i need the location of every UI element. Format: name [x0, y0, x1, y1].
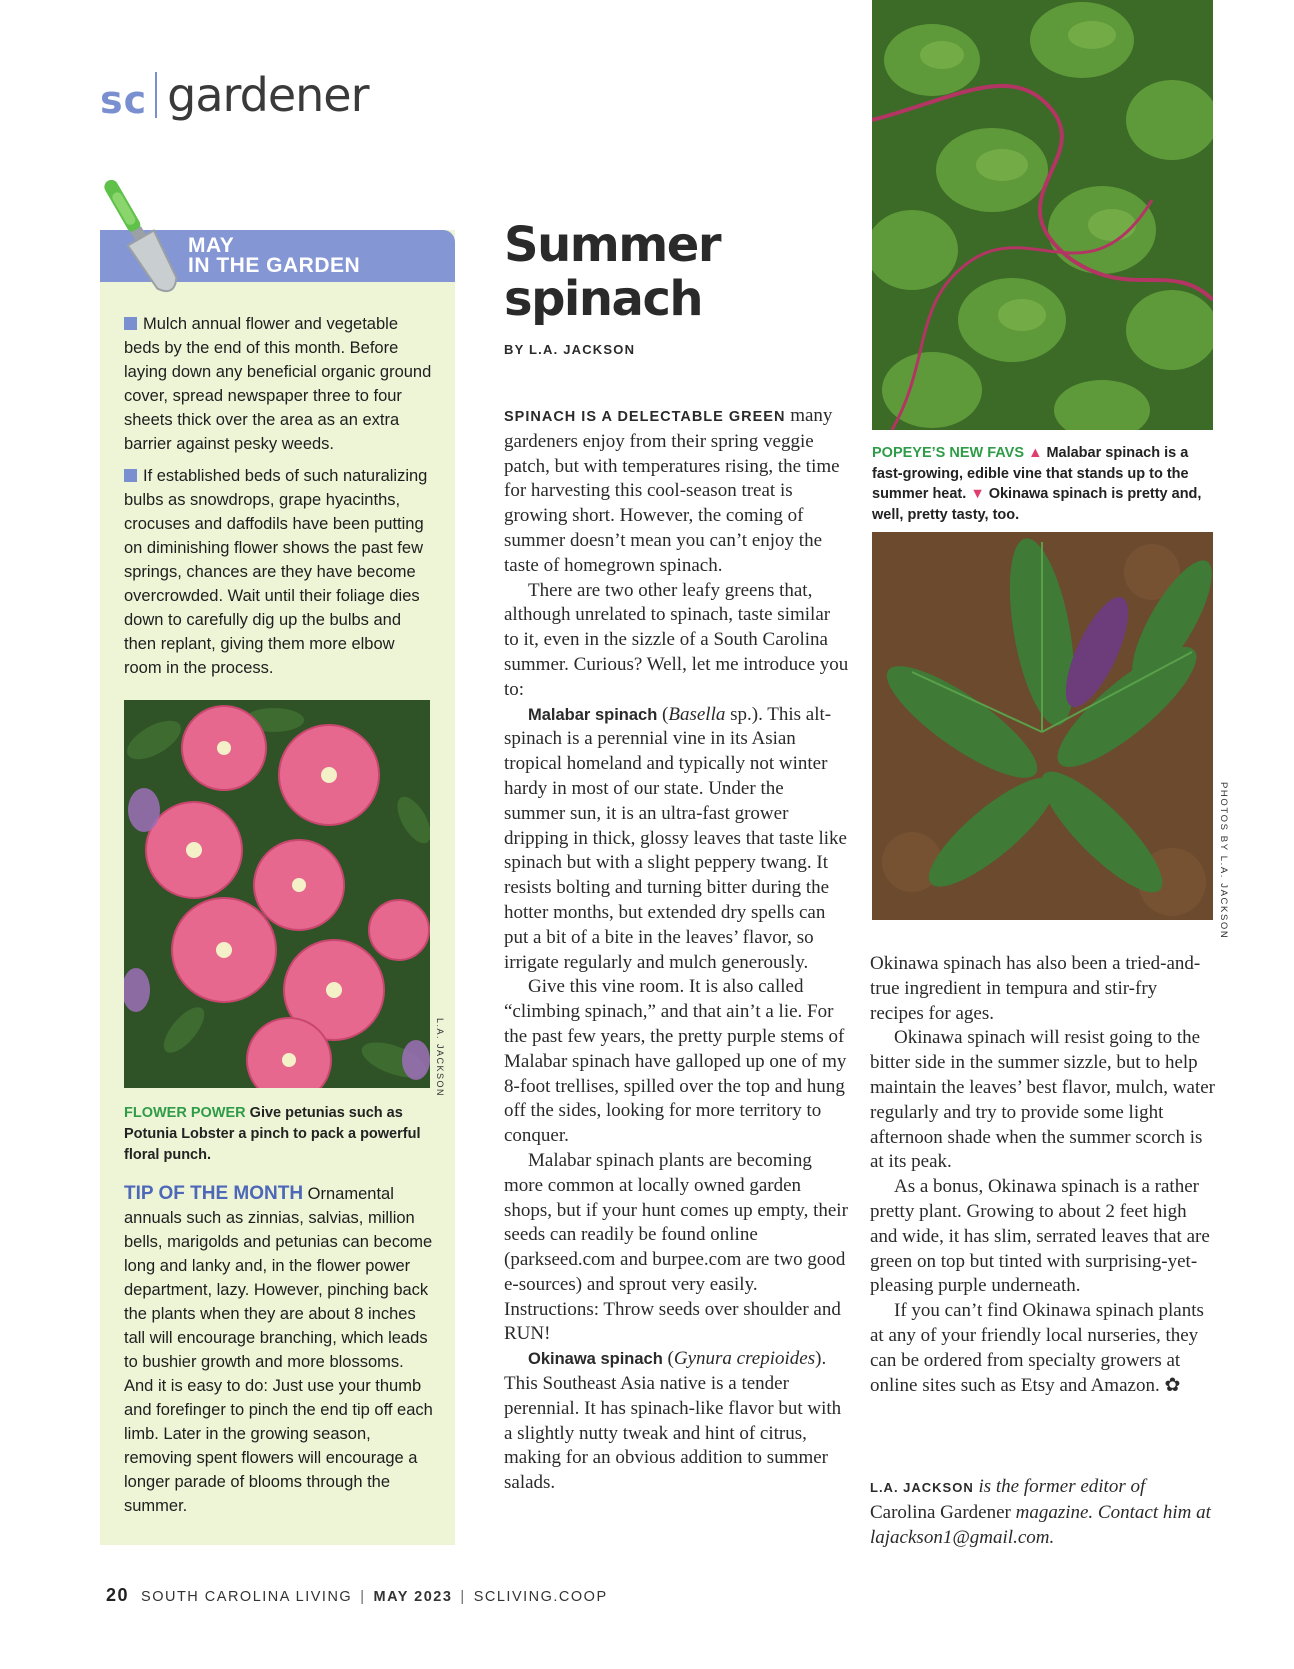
article-paragraph [870, 1299, 1215, 1398]
sidebar-title-line2: IN THE GARDEN [188, 254, 361, 277]
issue-date: MAY 2023 [373, 1589, 453, 1605]
website: SCLIVING.COOP [473, 1589, 608, 1605]
may-in-the-garden-sidebar [100, 230, 455, 1545]
bio-text: is the former editor of [973, 1476, 1146, 1497]
caption-text: Give petunias such as Potunia Lobster a pinch to pack a powerful floral punch. [124, 1105, 421, 1163]
triangle-up-icon: ▲ [1028, 445, 1043, 461]
publication-name: SOUTH CAROLINA LIVING [141, 1589, 353, 1605]
paragraph-text: ( [657, 703, 669, 725]
petunia-caption [124, 1103, 424, 1166]
article-column-1 [504, 404, 849, 1496]
paragraph-text: This Southeast Asia native is a tender perennial. It has spinach-like flavor but with a slightly nutty tweak and hint of citrus, making for an obvious addition to summer salads. [504, 1373, 842, 1494]
article-paragraph [504, 404, 849, 579]
paragraph-text: ( [662, 1348, 674, 1370]
okinawa-spinach-photo [872, 532, 1213, 920]
malabar-spinach-image [872, 0, 1213, 430]
footer-separator: | [460, 1589, 466, 1605]
subhead-malabar: Malabar spinach [528, 705, 658, 724]
sidebar-tip-text: Mulch annual flower and vegetable beds by the end of this month. Before laying down any beneficial organic ground cover, spread newspaper three to four sheets thick over the area as an extra barrier against pesky weeds. [124, 315, 432, 453]
caption-text: Okinawa spinach is pretty and, well, pretty tasty, too. [872, 486, 1202, 523]
petunia-photo-credit: L.A. JACKSON [435, 1018, 445, 1098]
paragraph-text: This alt-spinach is a perennial vine in its Asian tropical homeland and typically not winter hardy in most of our state. Under the summer sun, it is an ultra-fast grower dripping in thick, glossy leaves that taste like spinach but with a slight peppery twang. It resists bolting and turning bitter during the hotter months, but extended dry spells can put a bit of a bite in the leaves’ flavor, so irrigate regularly and mulch generously. [504, 703, 847, 973]
spinach-photos-caption [872, 443, 1212, 525]
photos-credit: PHOTOS BY L.A. JACKSON [1218, 782, 1229, 940]
sidebar-tips [124, 312, 434, 688]
tip-text: Ornamental annuals such as zinnias, salvias, million bells, marigolds and petunias can become long and lanky and, in the flower power department, lazy. However, pinching back the plants when they are about 8 inches tall will encourage branching, which leads to bushier growth and more blossoms. And it is easy to do: Just use your thumb and forefinger to pinch the end tip off each limb. Later in the growing season, removing spent flowers will encourage a longer parade of blooms through the summer. [124, 1185, 433, 1515]
section-header [100, 62, 369, 122]
bio-text: magazine. Contact him at lajackson1@gmail.com. [870, 1502, 1211, 1548]
paragraph-text: many gardeners enjoy from their spring veggie patch, but with temperatures rising, the time for harvesting this cool-season treat is growing short. However, the coming of summer doesn’t mean you can’t enjoy the taste of homegrown spinach. [504, 405, 840, 576]
article-headline [504, 218, 720, 326]
article-paragraph: Give this vine room. It is also called “climbing spinach,” and that ain’t a lie. For the past few years, the pretty purple stems of Malabar spinach have galloped up one of my 8-foot trellises, spilled over the top and hung off the sides, looking for more territory to conquer. [504, 976, 847, 1147]
sidebar-title-line1: MAY [188, 234, 235, 257]
tip-heading: TIP OF THE MONTH [124, 1183, 304, 1204]
tip-of-the-month [124, 1182, 434, 1518]
trowel-icon [92, 172, 192, 312]
headline-line1: Summer [504, 217, 720, 273]
author-bio [870, 1474, 1215, 1550]
page-footer [106, 1585, 608, 1606]
article-paragraph: Malabar spinach plants are becoming more common at locally owned garden shops, but if your hunt comes up empty, their seeds can readily be found online (parkseed.com and burpee.com are two good e-sources) and sprout very easily. Instructions: Throw seeds over shoulder and RUN! [504, 1149, 848, 1345]
sidebar-title [188, 236, 360, 276]
section-title: gardener [167, 68, 369, 122]
article-column-2 [870, 952, 1215, 1398]
triangle-down-icon: ▼ [970, 486, 985, 502]
magazine-name: Carolina Gardener [870, 1502, 1011, 1523]
sidebar-tip-text: If established beds of such naturalizing bulbs as snowdrops, grape hyacinths, crocuses and daffodils have been putting on diminishing flower shows the past few springs, chances are they have become overcrowded. Wait until their foliage dies down to carefully dig up the bulbs and then replant, giving them more elbow room in the process. [124, 467, 428, 677]
scientific-name: Gynura crepioides [673, 1348, 816, 1370]
article-paragraph: Okinawa spinach has also been a tried-and-true ingredient in tempura and stir-fry recipes for ages. [870, 953, 1201, 1024]
article-paragraph [504, 703, 849, 976]
footer-separator: | [360, 1589, 366, 1605]
lead-in: SPINACH IS A DELECTABLE GREEN [504, 409, 786, 425]
paragraph-text: If you can’t find Okinawa spinach plants at any of your friendly local nurseries, they can be ordered from specialty growers at online sites such as Etsy and Amazon. [870, 1300, 1204, 1396]
petunia-photo [124, 700, 430, 1088]
article-paragraph: Okinawa spinach will resist going to the bitter side in the summer sizzle, but to help maintain the leaves’ best flavor, mulch, water regularly and try to provide some light afternoon shade when the summer scorch is at its peak. [870, 1027, 1215, 1173]
square-bullet-icon [124, 469, 137, 482]
article-paragraph: There are two other leafy greens that, although unrelated to spinach, taste similar to it, even in the sizzle of a South Carolina summer. Curious? Well, let me introduce you to: [504, 579, 849, 700]
sidebar-tip [124, 312, 434, 456]
square-bullet-icon [124, 317, 137, 330]
okinawa-spinach-image [872, 532, 1213, 920]
header-divider [155, 72, 157, 118]
subhead-okinawa: Okinawa spinach [528, 1350, 663, 1369]
paragraph-text: ). [815, 1348, 827, 1370]
article-paragraph [504, 1347, 849, 1496]
sc-logo: sc [100, 78, 148, 122]
caption-head: FLOWER POWER [124, 1105, 246, 1121]
bio-name: L.A. JACKSON [870, 1480, 974, 1495]
scientific-name: Basella [668, 703, 726, 725]
page-number: 20 [106, 1585, 130, 1605]
petunia-image [124, 700, 430, 1088]
malabar-spinach-photo [872, 0, 1213, 430]
caption-head: POPEYE’S NEW FAVS [872, 445, 1025, 461]
article-paragraph: As a bonus, Okinawa spinach is a rather pretty plant. Growing to about 2 feet high and wide, it has slim, serrated leaves that are green on top but tinted with surprising-yet-pleasing purple underneath. [870, 1176, 1210, 1297]
sidebar-tip [124, 464, 434, 680]
headline-line2: spinach [504, 271, 703, 327]
byline: BY L.A. JACKSON [504, 342, 636, 357]
paragraph-text: sp.). [725, 703, 763, 725]
caption-text: Malabar spinach is a fast-growing, edible vine that stands up to the summer heat. [872, 445, 1189, 502]
end-mark-icon: ✿ [1164, 1374, 1181, 1396]
